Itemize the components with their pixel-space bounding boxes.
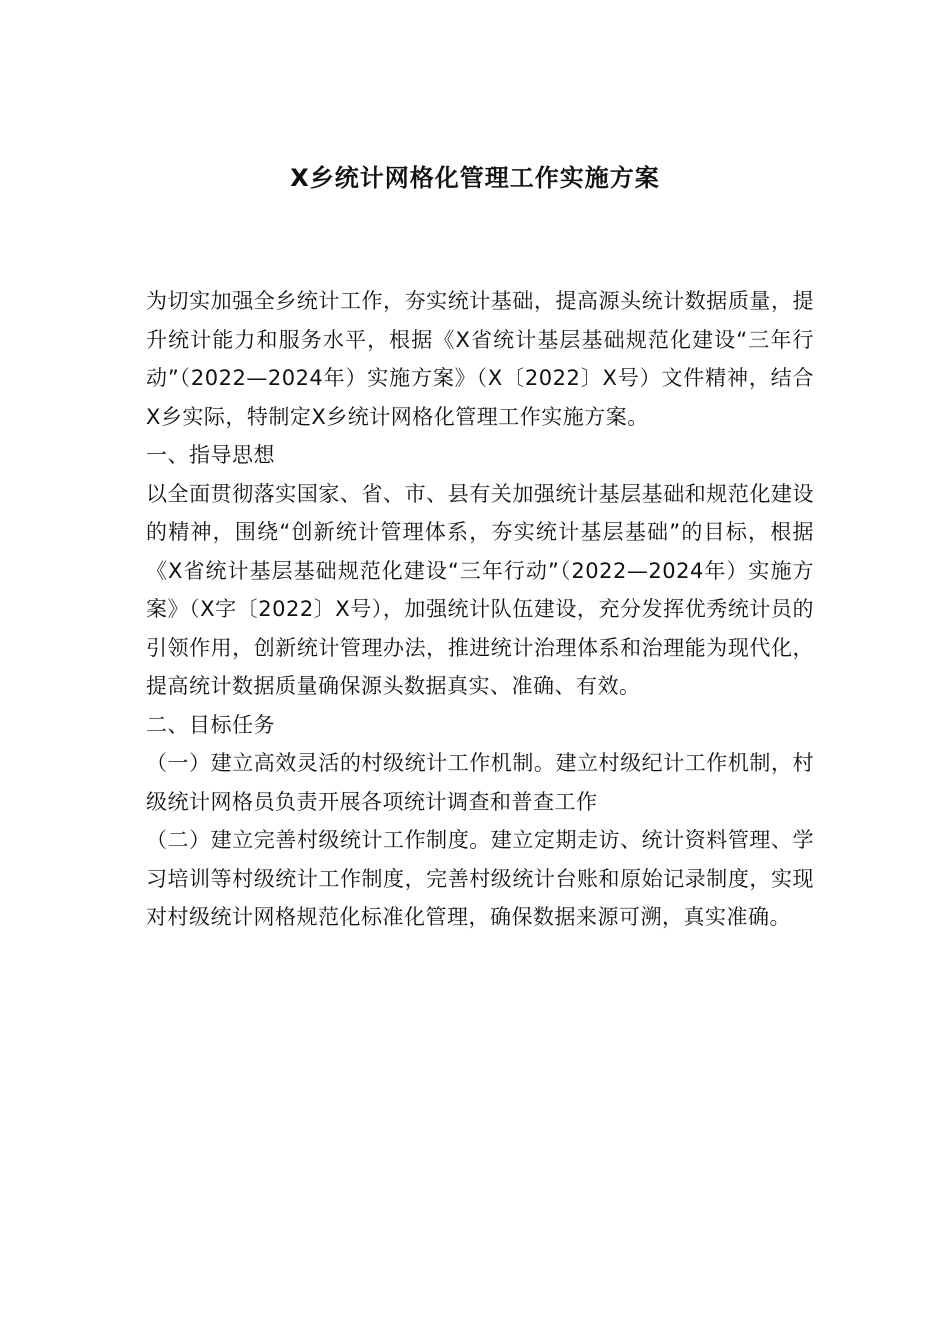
paragraph-task-one: （一）建立高效灵活的村级统计工作机制。建立村级纪计工作机制，村级统计网格员负责开展各项统计调查和普查工作 [146, 751, 814, 814]
paragraph-guiding-ideology: 以全面贯彻落实国家、省、市、县有关加强统计基层基础和规范化建设的精神，围绕“创新统计管理体系，夯实统计基层基础”的目标，根据《X省统计基层基础规范化建设“三年行动”（2022—2024年）实施方案》（X字〔2022〕X号），加强统计队伍建设，充分发挥优秀统计员的引领作用，创新统计管理办法，推进统计治理体系和治理能为现代化，提高统计数据质量确保源头数据真实、准确、有效。 [146, 481, 814, 698]
paragraph-intro: 为切实加强全乡统计工作，夯实统计基础，提高源头统计数据质量，提升统计能力和服务水平，根据《X省统计基层基础规范化建设“三年行动”（2022—2024年）实施方案》（X〔2022〕X号）文件精神，结合X乡实际，特制定X乡统计网格化管理工作实施方案。 [146, 289, 814, 429]
document-body [146, 282, 814, 937]
document-title: X乡统计网格化管理工作实施方案 [290, 164, 660, 192]
paragraph-task-two: （二）建立完善村级统计工作制度。建立定期走访、统计资料管理、学习培训等村级统计工作制度，完善村级统计台账和原始记录制度，实现对村级统计网格规范化标准化管理，确保数据来源可溯，真实准确。 [146, 828, 814, 929]
section-heading-goals-tasks: 二、目标任务 [146, 712, 275, 737]
section-heading-guiding-ideology: 一、指导思想 [146, 443, 275, 467]
